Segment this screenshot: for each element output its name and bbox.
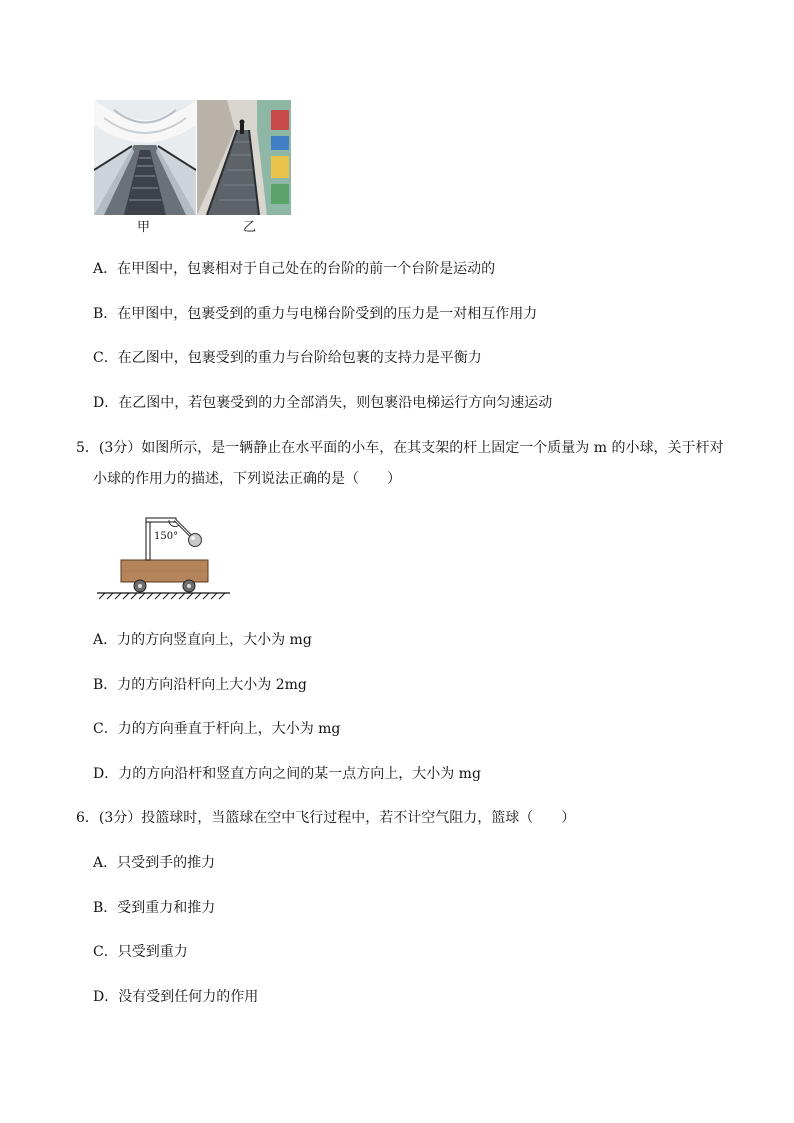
- q5-option-d: D．力的方向沿杆和竖直方向之间的某一点方向上，大小为 mg: [93, 766, 481, 782]
- q6-option-d: D．没有受到任何力的作用: [93, 989, 259, 1005]
- figure-label-jia: 甲: [137, 220, 151, 235]
- q6-option-c: C．只受到重力: [93, 944, 188, 960]
- q6-option-b: B．受到重力和推力: [93, 900, 216, 916]
- q4-option-b: B．在甲图中，包裹受到的重力与电梯台阶受到的压力是一对相互作用力: [93, 306, 538, 322]
- q5-stem-line1: 5．(3分）如图所示，是一辆静止在水平面的小车，在其支架的杆上固定一个质量为 m 的小球，关于杆对: [76, 440, 724, 456]
- q5-option-c: C．力的方向垂直于杆向上，大小为 mg: [93, 721, 341, 737]
- cart-diagram: [95, 513, 235, 605]
- q5-stem-line2: 小球的作用力的描述，下列说法正确的是（ ）: [93, 471, 401, 487]
- escalator-photo-yi: [197, 100, 291, 215]
- q5-option-a: A．力的方向竖直向上，大小为 mg: [93, 632, 312, 648]
- q6-option-a: A．只受到手的推力: [93, 855, 216, 871]
- escalator-photo-jia: [94, 100, 196, 215]
- q4-option-c: C．在乙图中，包裹受到的重力与台阶给包裹的支持力是平衡力: [93, 350, 482, 366]
- angle-label: 150°: [154, 531, 179, 542]
- q4-option-d: D．在乙图中，若包裹受到的力全部消失，则包裹沿电梯运行方向匀速运动: [93, 395, 553, 411]
- figure-label-yi: 乙: [243, 220, 257, 235]
- q6-stem: 6．(3分）投篮球时，当篮球在空中飞行过程中，若不计空气阻力，篮球（ ）: [76, 810, 576, 826]
- q5-option-b: B．力的方向沿杆向上大小为 2mg: [93, 677, 307, 693]
- q4-option-a: A．在甲图中，包裹相对于自己处在的台阶的前一个台阶是运动的: [93, 261, 496, 277]
